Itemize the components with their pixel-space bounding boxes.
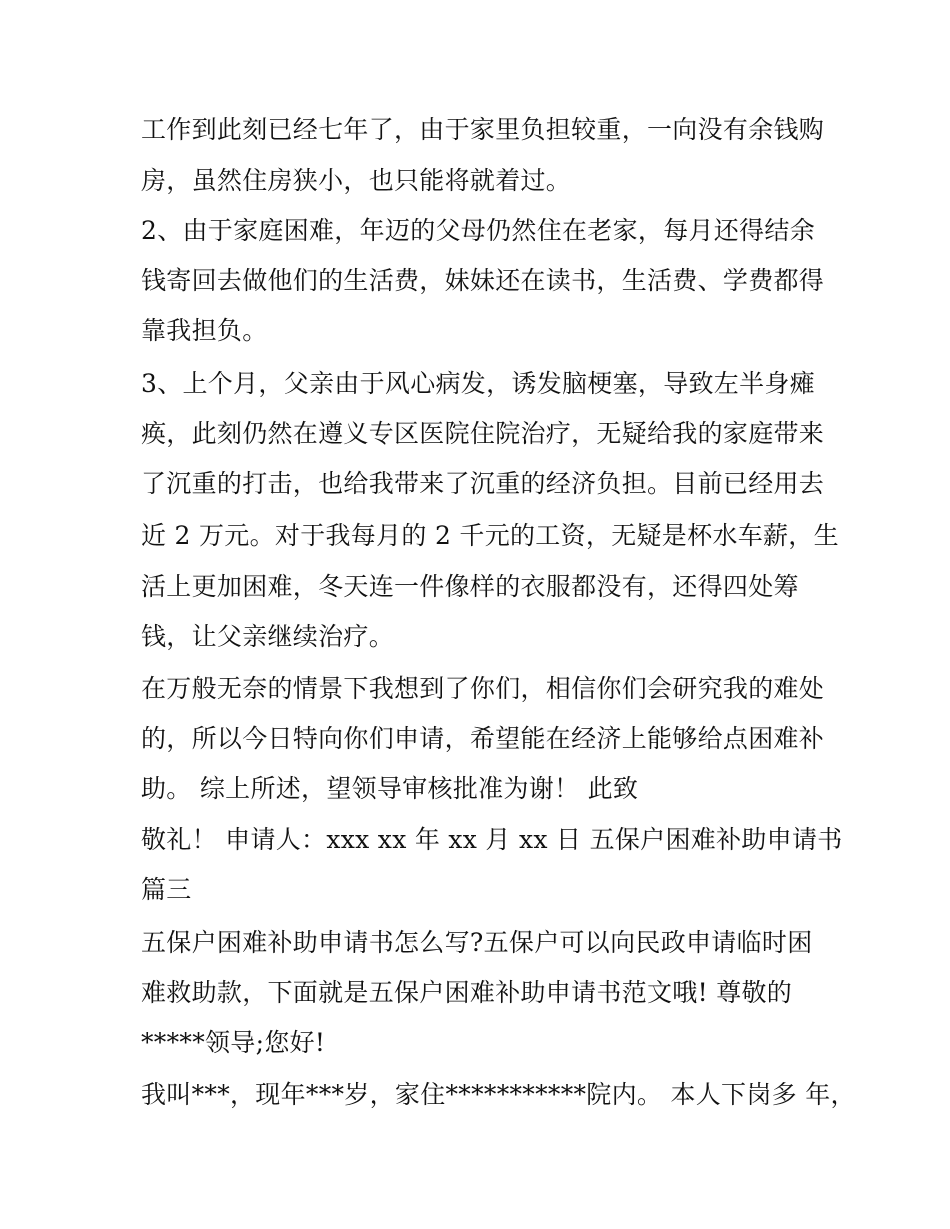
text-line: *****领导;您好! bbox=[141, 1028, 326, 1057]
text-line: 在万般无奈的情景下我想到了你们，相信你们会研究我的难处 bbox=[141, 674, 825, 703]
text-line: 篇三 bbox=[141, 875, 192, 904]
text-line: 的，所以今日特向你们申请，希望能在经济上能够给点困难补 bbox=[141, 724, 825, 753]
text-line: 房，虽然住房狭小，也只能将就着过。 bbox=[141, 166, 572, 195]
text-line: 2、由于家庭困难，年迈的父母仍然住在老家，每月还得结余 bbox=[141, 216, 816, 245]
text-line: 了沉重的打击，也给我带来了沉重的经济负担。目前已经用去 bbox=[141, 469, 825, 498]
text-line: 难救助款，下面就是五保户困难补助申请书范文哦! 尊敬的 bbox=[141, 978, 793, 1007]
text-line: 钱，让父亲继续治疗。 bbox=[141, 622, 395, 651]
text-line: 活上更加困难，冬天连一件像样的衣服都没有，还得四处筹 bbox=[141, 572, 799, 601]
text-line: 五保户困难补助申请书怎么写?五保户可以向民政申请临时困 bbox=[141, 928, 813, 957]
text-line: 敬礼！ 申请人：xxx xx 年 xx 月 xx 日 五保户困难补助申请书 bbox=[141, 825, 843, 854]
text-line: 钱寄回去做他们的生活费，妹妹还在读书，生活费、学费都得 bbox=[141, 266, 825, 295]
text-line: 工作到此刻已经七年了，由于家里负担较重，一向没有余钱购 bbox=[141, 115, 825, 144]
text-line: 近 2 万元。对于我每月的 2 千元的工资，无疑是杯水车薪，生 bbox=[141, 521, 839, 550]
text-line: 靠我担负。 bbox=[141, 316, 268, 345]
text-line: 痪，此刻仍然在遵义专区医院住院治疗，无疑给我的家庭带来 bbox=[141, 419, 825, 448]
text-line: 助。 综上所述，望领导审核批准为谢！ 此致 bbox=[141, 774, 639, 803]
text-line: 我叫***，现年***岁，家住***********院内。 本人下岗多 年， bbox=[141, 1080, 856, 1109]
text-line: 3、上个月，父亲由于风心病发，诱发脑梗塞，导致左半身瘫 bbox=[141, 369, 816, 398]
